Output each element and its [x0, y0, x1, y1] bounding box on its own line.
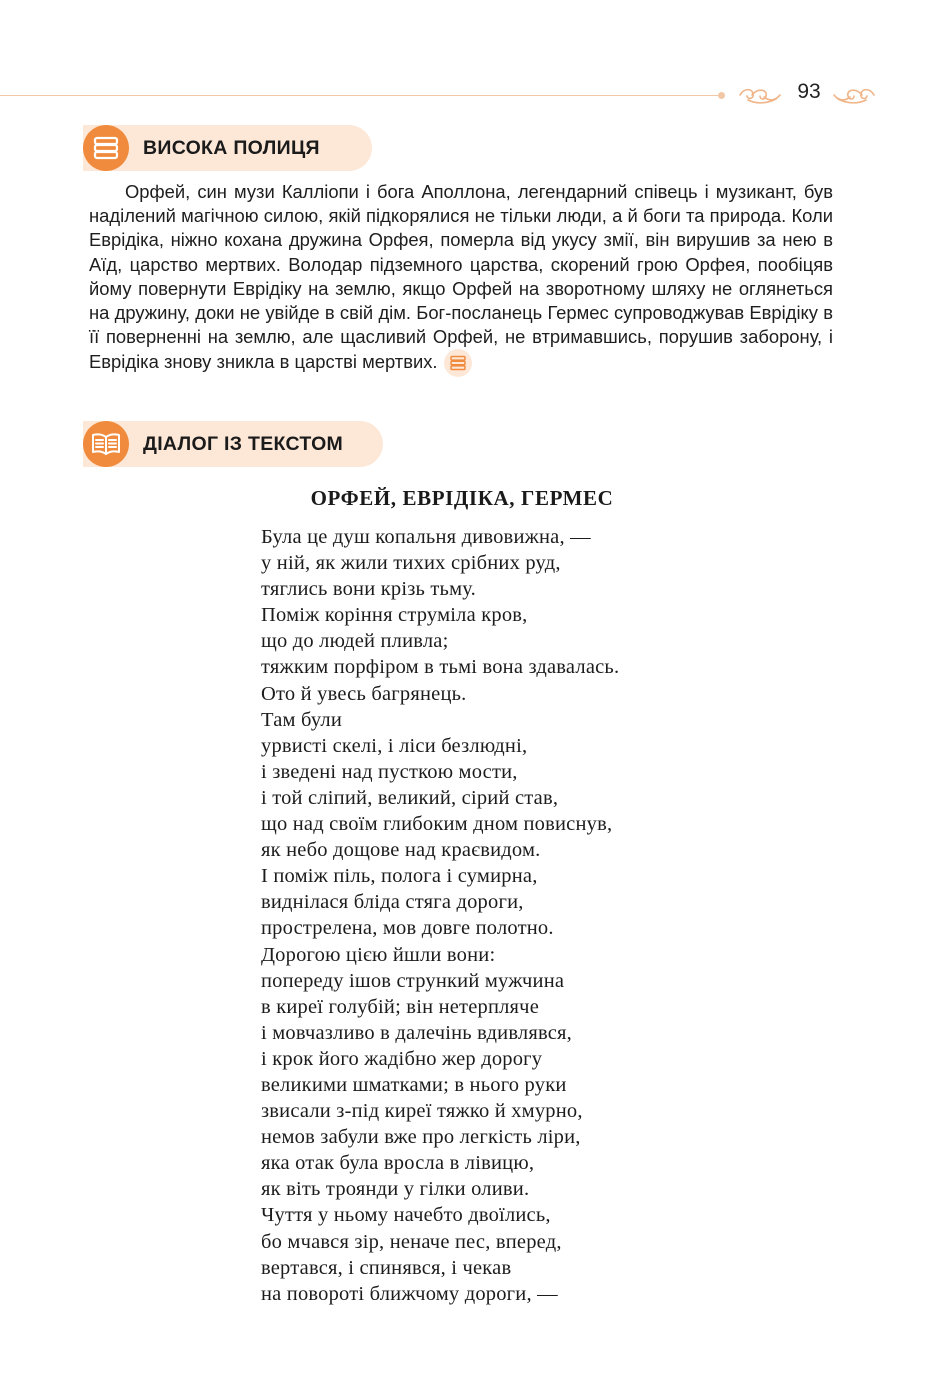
poem-line: яка отак була вросла в лівицю, — [261, 1152, 535, 1175]
shelf-end-bookshelf-icon — [444, 349, 472, 377]
poem-line: вертався, і спинявся, і чекав — [261, 1256, 512, 1279]
section-header-dialog — [83, 421, 383, 467]
poem-line: І поміж піль, полога і сумирна, — [261, 865, 538, 888]
poem-line: немов забули вже про легкість ліри, — [261, 1126, 581, 1149]
section-title-shelf: ВИСОКА ПОЛИЦЯ — [143, 137, 320, 159]
header-rule — [0, 95, 722, 96]
poem-line: на повороті ближчому дороги, — — [261, 1282, 558, 1305]
shelf-text: Орфей, син музи Калліопи і бога Аполлона, легендарний співець і музикант, був наділений магічною силою, якій підкорялися не тільки люди, а й боги та природа. Коли Еврідіка, ніжно кохана дружина Орфея, померла від укусу змії, він вирушив за нею в Аїд, царство мертвих. Володар підземного царства, скорений грою Орфея, пообіцяв йому повернути Еврідіку на землю, якщо Орфей на зворотному шляху не оглянеться на дружину, доки не увійде в свій дім. Бог-посланець Гермес супроводжував Еврідіку в її поверненні на землю, але щасливий Орфей, не втримавшись, порушив заборону, і Еврідіка знову зникла в царстві мертвих. — [89, 181, 833, 373]
poem-line: і зведені над пусткою мости, — [261, 760, 518, 783]
poem-line: прострелена, мов довге полотно. — [261, 917, 554, 940]
poem-line: звисали з-під киреї тяжко й хмурно, — [261, 1100, 583, 1123]
poem-line: великими шматками; в нього руки — [261, 1073, 567, 1096]
poem-line: Поміж коріння струміла кров, — [261, 604, 528, 627]
poem-line: в киреї голубій; він нетерпляче — [261, 995, 539, 1018]
section-title-dialog: ДІАЛОГ ІЗ ТЕКСТОМ — [143, 433, 344, 455]
poem-line: як віть троянди у гілки оливи. — [261, 1178, 530, 1201]
ornament-right-icon — [832, 82, 878, 108]
poem-line: виднілася бліда стяга дороги, — [261, 891, 524, 914]
poem-line: Дорогою цією йшли вони: — [261, 943, 496, 966]
poem-line: що до людей пливла; — [261, 630, 449, 653]
poem-line: Там були — [261, 708, 343, 731]
poem-line: попереду ішов стрункий мужчина — [261, 969, 565, 992]
poem-line: і мовчазливо в далечінь вдивлявся, — [261, 1021, 572, 1044]
page-number: 93 — [797, 80, 821, 103]
poem-line: у ній, як жили тихих срібних руд, — [261, 552, 561, 575]
poem-line: і той сліпий, великий, сірий став, — [261, 786, 559, 809]
poem-line: тяжким порфіром в тьмі вона здавалась. — [261, 656, 620, 679]
header-rule-dot — [718, 92, 725, 99]
poem-line: Ото й увесь багрянець. — [261, 682, 467, 705]
poem-line: Чуття у ньому начебто двоїлись, — [261, 1204, 551, 1227]
poem-line: що над своїм глибоким дном повиснув, — [261, 813, 613, 836]
poem-line: бо мчався зір, неначе пес, вперед, — [261, 1230, 562, 1253]
shelf-paragraph — [89, 180, 833, 377]
section-header-shelf — [83, 125, 372, 171]
poem-body — [261, 524, 619, 1307]
poem-line: і крок його жадібно жер дорогу — [261, 1047, 543, 1070]
poem-line: як небо дощове над краєвидом. — [261, 839, 541, 862]
poem-title: ОРФЕЙ, ЕВРІДІКА, ГЕРМЕС — [310, 486, 614, 510]
poem-line: Була це душ копальня дивовижна, — — [261, 526, 591, 548]
bookshelf-icon — [83, 125, 129, 171]
open-book-icon — [83, 421, 129, 467]
ornament-left-icon — [736, 82, 782, 108]
poem-line: урвисті скелі, і ліси безлюдні, — [261, 734, 528, 757]
poem-line: тяглись вони крізь тьму. — [261, 578, 476, 601]
